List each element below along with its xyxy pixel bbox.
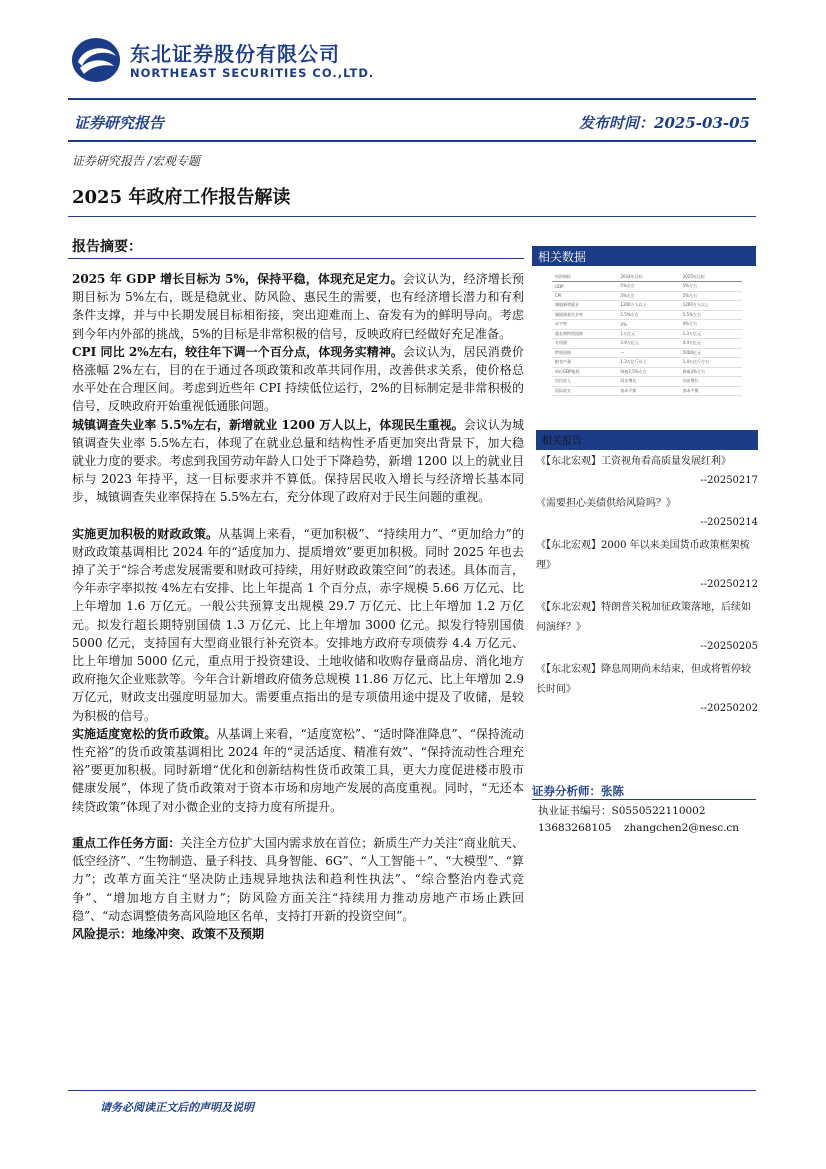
paragraph-text: 从基调上来看，“适度宽松”、“适时降准降息”、“保持流动性充裕”的货币政策基调相比 2024 年的“灵活适度、精准有效”、“保持流动性合理充裕”要更加积极。同时新增“优化和创新结构性货币政策工具，更大力度促进楼市股市健康发展”，体现了货币政策对于资本市场和房地产发展的高度重视。同时，“无还本续贷政策”体现了对小微企业的支持力度有所提升。 [72, 726, 524, 814]
table-cell: 赤字率 [552, 320, 617, 330]
table-cell: 1.4万亿斤左右 [680, 358, 742, 368]
abstract-heading: 报告摘要： [72, 239, 142, 255]
list-item[interactable] [536, 452, 758, 490]
paragraph-lead: 重点工作任务方面： [72, 835, 181, 850]
table-cell: 4.4万亿元 [680, 339, 742, 349]
table-cell: 专项债 [552, 339, 617, 349]
report-title[interactable]: 《【东北宏观】降息周期尚未结束，但或将暂停较长时间》 [536, 664, 751, 695]
table-cell: 1万亿元 [617, 329, 679, 339]
table-cell: 基本平衡 [680, 386, 742, 396]
analyst-phone: 13683268105 [538, 822, 612, 834]
data-table-header-row [552, 272, 742, 282]
analyst-cert: 执业证书编号：S0550522110002 [538, 805, 706, 817]
abstract-paragraph [72, 525, 524, 725]
table-row [552, 329, 742, 339]
footer-note: 请务必阅读正文后的声明及说明 [100, 1101, 254, 1114]
table-cell: 3%左右 [617, 291, 679, 301]
table-row [552, 348, 742, 358]
table-cell: 1200万人以上 [680, 301, 742, 311]
table-cell: 粮食产量 [552, 358, 617, 368]
breadcrumb: 证券研究报告 /宏观专题 [72, 154, 200, 168]
table-cell: CPI [552, 291, 617, 301]
company-logo-icon [70, 36, 122, 84]
table-cell: 基本平衡 [617, 386, 679, 396]
abstract-divider [68, 258, 524, 259]
abstract-paragraph [72, 834, 524, 925]
footer-divider [68, 1090, 756, 1091]
list-item[interactable] [536, 536, 758, 594]
paragraph-lead: 2025 年 GDP 增长目标为 5%，保持平稳，体现充足定力。 [72, 272, 403, 286]
report-title[interactable]: 《需要担心美债供给风险吗？》 [536, 498, 676, 509]
table-row [552, 358, 742, 368]
abstract-paragraph [72, 925, 524, 943]
report-title[interactable]: 《【东北宏观】特朗普关税加征政策落地，后续如何演绎？》 [536, 602, 751, 633]
abstract-paragraph [72, 343, 524, 416]
report-date: --20250202 [700, 703, 758, 714]
table-cell: 居民收入 [552, 377, 617, 387]
table-cell: 5.5%左右 [617, 310, 679, 320]
table-cell: GDP [552, 282, 617, 292]
table-cell: 单位GDP能耗 [552, 367, 617, 377]
table-cell: 同步增长 [680, 377, 742, 387]
table-row [552, 386, 742, 396]
paragraph-lead: 城镇调查失业率 5.5%左右，新增就业 1200 万人以上，体现民生重视。 [72, 417, 464, 432]
analyst-heading: 证券分析师：张陈 [532, 783, 756, 800]
abstract-paragraph [72, 270, 524, 343]
table-cell: 1.3万亿斤以上 [617, 358, 679, 368]
table-cell: 降低3%左右 [680, 367, 742, 377]
table-row [552, 301, 742, 311]
paragraph-text: 从基调上来看，“更加积极”、“持续用力”、“更加给力”的财政政策基调相比 2024 年的“适度加力、提质增效”要更加积极。同时 2025 年也去掉了关于“综合考虑发展需要和财政可持续，用好财政政策空间”的表述。具体而言，今年赤字率拟按 4%左右安排、比上年提高 1 个百分点，赤字规模 5.66 万亿元、比上年增加 1.6 万亿元。一般公共预算支出规模 29.7 万亿元、比上年增加 1.2 万亿元。拟发行超长期特别国债 1.3 万亿元、比上年增加 3000 亿元。拟发行特别国债 5000 亿元，支持国有大型商业银行补充资本。安排地方政府专项债券 4.4 万亿元、比上年增加 5000 亿元，重点用于投资建设、土地收储和收购存量商品房、消化地方政府拖欠企业账款等。今年合计新增政府债务总规模 11.86 万亿元、比上年增加 2.9 万亿元，财政支出强度明显加大。需要重点指出的是专项债用途中提及了收储，是较为积极的信号。 [72, 526, 524, 723]
table-cell: 特别国债 [552, 348, 617, 358]
paragraph-text: 会议认为，经济增长预期目标为 5%左右，既是稳就业、防风险、惠民生的需要，也有经济增长潜力和有利条件支撑，并与中长期发展目标相衔接，突出迎难而上、奋发有为的鲜明导向。考虑到今年内外部的挑战，5%的目标是非常积极的信号，反映政府已经做好充足准备。 [72, 272, 524, 341]
analyst-email-link[interactable]: zhangchen2@nesc.cn [624, 822, 740, 834]
list-item[interactable] [536, 660, 758, 718]
table-row [552, 282, 742, 292]
abstract-paragraph [72, 725, 524, 816]
table-row [552, 339, 742, 349]
table-cell: 1.3万亿元 [680, 329, 742, 339]
table-row [552, 291, 742, 301]
paragraph-text: 关注全方位扩大国内需求放在首位；新质生产力关注“商业航天、低空经济”、“生物制造、量子科技、具身智能、6G”、“人工智能＋”、“大模型”、“算力”；改革方面关注“坚决防止违规异地执法和趋利性执法”、“综合整治内卷式竞争”、“增加地方自主财力”；防风险方面关注“持续用力推动房地产市场止跌回稳”、“动态调整债务高风险地区名单，支持打开新的投资空间”。 [72, 835, 524, 923]
report-title[interactable]: 《【东北宏观】工资视角看高质量发展红利》 [536, 456, 731, 467]
title-divider [68, 216, 756, 217]
table-cell: 城镇调查失业率 [552, 310, 617, 320]
report-date: --20250212 [700, 579, 758, 590]
table-row [552, 320, 742, 330]
table-cell: 同步增长 [617, 377, 679, 387]
related-reports-heading: 相关报告 [536, 430, 758, 450]
table-cell: 3% [617, 320, 679, 330]
report-type: 证券研究报告 [74, 114, 165, 132]
table-cell: 超长期特别国债 [552, 329, 617, 339]
related-data-heading: 相关数据 [532, 246, 756, 266]
table-cell: 5%左右 [617, 282, 679, 292]
report-date: --20250217 [700, 475, 758, 486]
table-cell: 城镇新增就业 [552, 301, 617, 311]
data-table-header-cell: 2025年目标 [680, 272, 742, 282]
publish-time: 发布时间：2025-03-05 [579, 114, 750, 132]
paragraph-text: 会议认为，居民消费价格涨幅 2%左右，目的在于通过各项政策和改革共同作用，改善供求关系，使价格总水平处在合理区间。考虑到近些年 CPI 持续低位运行，2%的目标制定是非常积极的信号，反映政府开始重视低通胀问题。 [72, 344, 524, 414]
related-reports-list [536, 452, 758, 722]
related-data-table [552, 272, 742, 396]
list-item[interactable] [536, 494, 758, 532]
table-cell: 2%左右 [680, 291, 742, 301]
data-table-header-cell: 2024年目标 [617, 272, 679, 282]
company-name-en: NORTHEAST SECURITIES CO.,LTD. [130, 66, 375, 80]
table-cell: 4%左右 [680, 320, 742, 330]
paragraph-lead: 实施适度宽松的货币政策。 [72, 726, 217, 741]
report-date: --20250214 [700, 517, 758, 528]
table-cell: 5%左右 [680, 282, 742, 292]
paragraph-lead: 风险提示：地缘冲突、政策不及预期 [72, 926, 265, 941]
abstract-body [72, 270, 524, 943]
report-header-bar [68, 98, 756, 142]
page-title: 2025 年政府工作报告解读 [72, 187, 291, 208]
company-logo [70, 36, 390, 86]
paragraph-lead: CPI 同比 2%左右，较往年下调一个百分点，体现务实精神。 [72, 344, 404, 359]
table-cell: 5.5%左右 [680, 310, 742, 320]
table-cell: 5000亿元 [680, 348, 742, 358]
table-cell: — [617, 348, 679, 358]
company-name-cn: 东北证券股份有限公司 [130, 42, 340, 66]
table-cell: 国际收支 [552, 386, 617, 396]
report-title[interactable]: 《【东北宏观】2000 年以来美国货币政策框架梳理》 [536, 540, 750, 571]
table-row [552, 310, 742, 320]
data-table-header-cell: 经济指标 [552, 272, 617, 282]
table-cell: 降低2.5%左右 [617, 367, 679, 377]
table-cell: 3.9万亿元 [617, 339, 679, 349]
paragraph-lead: 实施更加积极的财政政策。 [72, 526, 219, 541]
abstract-paragraph [72, 416, 524, 507]
table-row [552, 377, 742, 387]
paragraph-text: 会议认为城镇调查失业率 5.5%左右，体现了在就业总量和结构性矛盾更加突出背景下，加大稳就业力度的要求。考虑到我国劳动年龄人口处于下降趋势，新增 1200 以上的就业目标与 2023 年持平，这一目标要求并不算低。保持居民收入增长与经济增长基本同步，城镇调查失业率保持在 5.5%左右，充分体现了政府对于民生问题的重视。 [72, 417, 524, 505]
table-row [552, 367, 742, 377]
list-item[interactable] [536, 598, 758, 656]
table-cell: 1200万人以上 [617, 301, 679, 311]
report-date: --20250205 [700, 641, 758, 652]
